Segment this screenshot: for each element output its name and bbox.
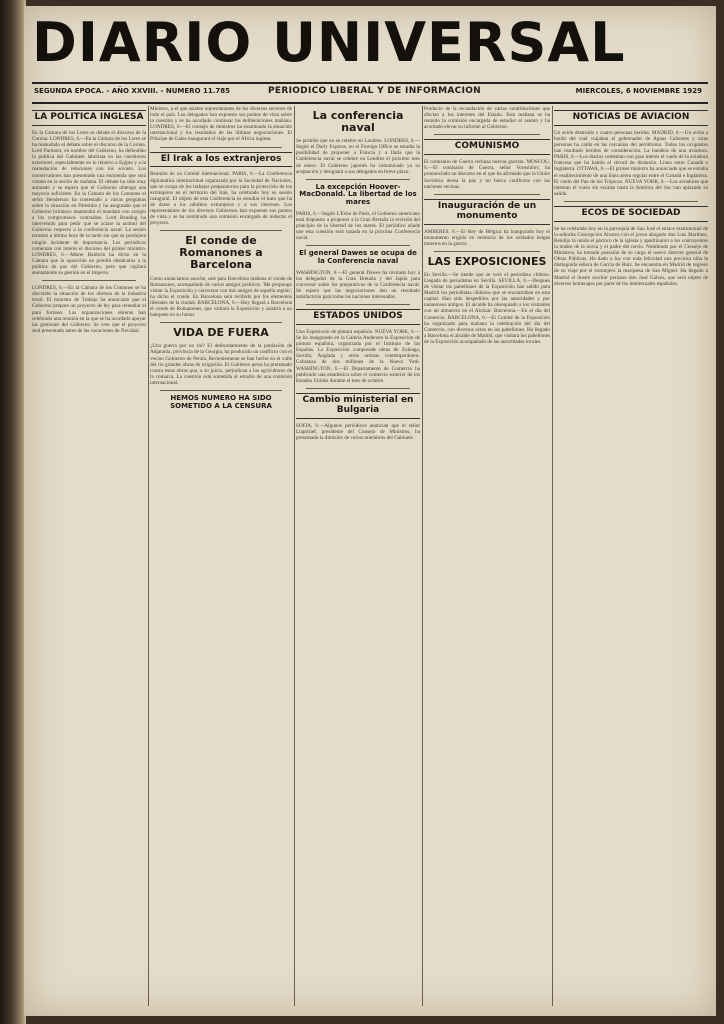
masthead-title: DIARIO UNIVERSAL [32, 11, 626, 74]
article-body: Un avión destruido y cuatro personas heridas. MADRID, 6.—Un avión a bordo del cual viajaban el gobernador de Aguas Calientes y otras personas ha caído en las cercanías del aeródromo. Todos los ocupantes han resultado heridos de consideración. La bandera de una aviadora. PARIS, 6.—Los diarios comentan con gran interés el vuelo de la aviadora francesa que ha batido el récord de distancia. Línea entre Canadá e Inglaterra. OTTAWA, 6.—El primer ministro ha anunciado que se estudia el establecimiento de una línea aérea regular entre el Canadá e Inglaterra. El vuelo del Pan de los Trópicos. NUEVA YORK, 6.—Los aviadores que intentan el vuelo sin escalas hasta la América del Sur han aplazado su salida. [554, 129, 708, 197]
article-headline: ESTADOS UNIDOS [296, 309, 420, 325]
article-separator [306, 304, 410, 305]
article-body: AMBERES, 6.—El Rey de Bélgica ha inaugurado hoy el monumento erigido en memoria de los soldados belgas muertos en la guerra. [424, 228, 550, 247]
article-headline: NOTICIAS DE AVIACION [554, 110, 708, 126]
article-body: El comisario de Guerra rechaza nuevas guerras. MOSCOU, 6.—El comisario de Guerra, señor Voroshilov, ha pronunciado un discurso en el que ha afirmado que la Unión Soviética desea la paz y no busca conflictos con las naciones vecinas. [424, 159, 550, 190]
column-1 [32, 106, 146, 1006]
column-rule [148, 106, 149, 1006]
article-separator [564, 201, 698, 202]
article-body: ¿Una guerra por un río? El desbordamiento de la población de Adjarania, provincia de la Georgia, ha producido un conflicto con el vecino Gobierno de Persia. Recientemente se han hecho en el valle del río grandes obras de irrigación. El Gobierno persa ha protestado contra estas obras que, a su juicio, perjudican a los agricultores de la comarca. La cuestión está sometida al estudio de una comisión internacional. [150, 343, 292, 386]
article-body: Se ha celebrado hoy en la parroquia de San José el enlace matrimonial de la señorita Concepción Alvarez con el joven abogado don Luis Martínez. Bendijo la unión el párroco de la iglesia y apadrinaron a los contrayentes la madre de la novia y el padre del novio. Nombrado por el Consejo de Ministros, ha tomado posesión de su cargo el nuevo director general de Obras Públicas. Ha dado a luz con toda felicidad una preciosa niña la distinguida señora de García de Ruiz. Se encuentra en Madrid de regreso de su viaje por el extranjero la marquesa de San Miguel. Ha llegado a Madrid el ilustre escritor peruano don José Gálvez, que será objeto de diversos homenajes por parte de los intelectuales españoles. [554, 225, 708, 287]
article-headline: LA POLITICA INGLESA [32, 110, 146, 126]
article-separator [434, 134, 540, 135]
edition-info: SEGUNDA EPOCA. - AÑO XXVIII. - NUMERO 11.785 [34, 87, 230, 95]
article-headline: COMUNISMO [424, 139, 550, 155]
article-headline: Cambio ministerial en Bulgaria [296, 393, 420, 419]
article-headline: VIDA DE FUERA [173, 326, 269, 340]
article-body: En la Cámara de los Lores se debate el discurso de la Corona. LONDRES, 6.—En la Cámara de los Lores se ha reanudado el debate sobre el discurso de la Corona. Lord Parmoor, en nombre del Gobierno, ha defendido la política del Gabinete laborista en las cuestiones exteriores, especialmente en lo relativo a Egipto y a la reanudación de relaciones con los soviets. Los conservadores han presentado una enmienda que será votada en la sesión de mañana. El debate ha sido muy animado y se espera que el Gobierno obtenga una mayoría suficiente. En la Cámara de los Comunes el señor Henderson ha contestado a varias preguntas sobre la situación en Palestina y ha asegurado que el Gobierno británico mantendrá el mandato con arreglo a los compromisos contraídos. Lord Reading ha intervenido para pedir que se aclare la actitud del Gobierno respecto a la conferencia naval. La sesión terminó a última hora de la tarde sin que se produjera ningún incidente de importancia. Los periódicos comentan con interés el discurso del primer ministro. LONDRES, 6.—Mister Baldwin ha dicho en la Cámara que la oposición no pondrá obstáculos a la política de paz del Gobierno, pero que vigilará atentamente su gestión en el Imperio. [32, 129, 146, 277]
column-rule [422, 106, 423, 1006]
article-headline: La excepción Hoover-MacDonald. La libertad de los mares [299, 182, 417, 207]
article-body: SOFIA, 6.—Algunos periódicos anuncian que el señor Liaptchef, presidente del Consejo de Ministros, ha presentado la dimisión de varios miembros del Gabinete. [296, 422, 420, 441]
issue-date: MIERCOLES, 6 NOVIEMBRE 1929 [575, 87, 702, 95]
column-3 [296, 106, 420, 1006]
article-headline: La conferencia naval [312, 109, 404, 135]
book-binding [0, 0, 26, 1024]
column-rule [552, 106, 553, 1006]
article-body: En Sevilla.—Se tiende que se verá el periodista chileno. Llegada de periodistas en Sevilla. SEVILLA, 6.—Después de visitar los pabellones de la Exposición han salido para Madrid los periodistas chilenos que se encontraban en esta capital. Han sido despedidos por las autoridades y por numerosos amigos. El alcalde ha obsequiado a los visitantes con un almuerzo en el Alcázar. Barcelona.—En el día del Comercio. BARCELONA, 6.—El Comité de la Exposición ha organizado para mañana la celebración del día del Comercio, con diversos actos en los pabellones. Ha llegado a Barcelona el alcalde de Madrid, que visitará los pabellones de la Exposición acompañado de las autoridades locales. [424, 271, 550, 345]
column-5 [554, 106, 708, 1006]
article-body: Una Exposición de pintura española. NUEVA YORK, 6.—Se ha inaugurado en la Galería Anderson la Exposición de pintura española, organizada por el Instituto de las Españas. La Exposición comprende obras de Zuloaga, Sorolla, Anglada y otros artistas contemporáneos. Cobranza de dos millones de la Nueva York. WASHINGTON, 6.—El Departamento de Comercio ha publicado una estadística sobre el comercio exterior de los Estados Unidos durante el mes de octubre. [296, 329, 420, 384]
article-body: Producto de la recaudación de varias contribuciones que afectan a los intereses del Estado. Esta mañana se ha reunido la comisión encargada de estudiar el asunto y ha acordado elevar su informe al Gobierno. [424, 106, 550, 131]
article-headline: El general Dawes se ocupa de la Conferencia naval [299, 249, 417, 265]
column-2 [150, 106, 292, 1006]
masthead-subline [32, 82, 708, 104]
article-separator [306, 179, 410, 180]
article-separator [160, 390, 282, 391]
article-separator [434, 251, 540, 252]
article-headline: El Irak a los extranjeros [150, 152, 292, 168]
column-rule [294, 106, 295, 1006]
article-body: WASHINGTON, 6.—El general Dawes ha invitado hoy a los delegados de la Gran Bretaña y del Japón para conversar sobre los preparativos de la Conferencia naval. Se espera que las negociaciones den un resultado satisfactorio para todas las naciones interesadas. [296, 269, 420, 301]
article-separator [434, 194, 540, 195]
article-body: LONDRES, 6.—En la Cámara de los Comunes se ha discutido la situación de los obreros de la industria textil. El ministro de Trabajo ha anunciado que el Gobierno prepara un proyecto de ley para remediar el paro forzoso. Las organizaciones obreras han celebrado una reunión en la que se ha acordado apoyar las gestiones del Gobierno. Se cree que el proyecto será presentado antes de las vacaciones de Navidad. [32, 285, 146, 334]
article-headline: Inauguración de un monumento [424, 199, 550, 225]
article-separator [160, 322, 282, 323]
article-headline: El conde de Romanones a Barcelona [179, 234, 263, 272]
article-body: Reunión de un Comité internacional. PARIS, 6.—La Conferencia diplomática internacional organizada por la Sociedad de Naciones, que se ocupa de los trabajos preparatorios para la protección de los extranjeros en el territorio del Irak, ha celebrado hoy su sesión inaugural. El objeto de esta Conferencia es estudiar el trato que ha de darse a los súbditos extranjeros y a sus intereses. Los representantes de los diversos Gobiernos han expuesto sus puntos de vista y se ha nombrado una comisión encargada de redactar el proyecto. [150, 171, 292, 227]
article-headline: LAS EXPOSICIONES [427, 254, 547, 268]
article-body: Ministro, a el que asisten representantes de los diversos sectores de todo el país. Los delegados han expuesto sus puntos de vista sobre la cuestión y se ha acordado continuar las deliberaciones mañana. LONDRES, 6.—El consejo de ministros ha examinado la situación internacional y los resultados de las últimas negociaciones. El Príncipe de Gales inaugurará el viaje por el África inglesa. [150, 106, 292, 143]
article-headline: HEMOS NUMERO HA SIDO SOMETIDO A LA CENSURA [170, 393, 272, 410]
article-separator [306, 388, 410, 389]
article-body: PARIS, 6.—Según L'Echo de Paris, el Gobierno americano está dispuesto a proponer a la Gran Bretaña la revisión del principio de la libertad de los mares. El periódico añade que esta cuestión será tratada en la próxima Conferencia naval. [296, 210, 420, 242]
article-body: Como anunciamos anoche, sale para Barcelona mañana el conde de Romanones, acompañado de varios amigos políticos. 'Me propongo visitar la Exposición y conversar con mis amigos de aquella región', ha dicho el conde. En Barcelona será recibido por los elementos liberales de la ciudad. BARCELONA, 6.—Hoy llegará a Barcelona el conde de Romanones, que visitará la Exposición y asistirá a un banquete en su honor. [150, 275, 292, 319]
article-separator [160, 147, 282, 148]
article-separator [160, 230, 282, 231]
article-separator [306, 245, 410, 246]
article-body: Se prohíbe que no se celebre en Londres. LONDRES, 6.—Según el Daily Express, en el Foreign Office se estudia la posibilidad de proponer a Francia y a Italia que la Conferencia naval se celebre en Londres el próximo mes de enero. El Gobierno japonés ha comunicado ya su aceptación y designará a sus delegados en breve plazo. [296, 138, 420, 175]
column-4 [424, 106, 550, 1006]
tagline: PERIODICO LIBERAL Y DE INFORMACION [268, 86, 482, 96]
newspaper-page [24, 6, 716, 1016]
article-separator [42, 280, 136, 281]
article-headline: ECOS DE SOCIEDAD [554, 206, 708, 222]
